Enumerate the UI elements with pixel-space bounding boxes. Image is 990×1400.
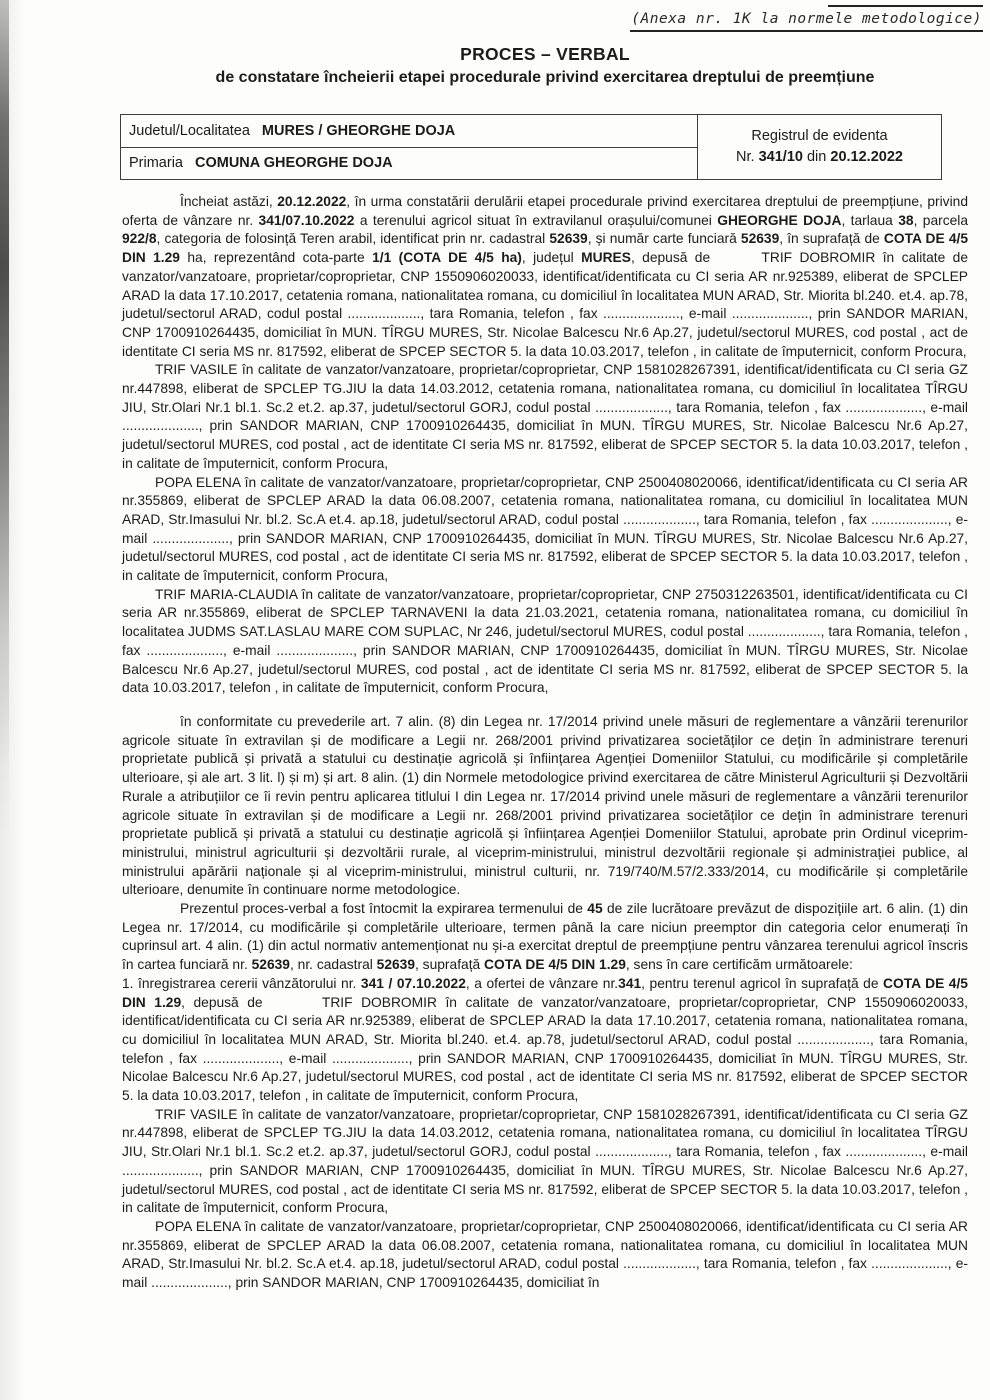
paragraph (122, 586, 968, 698)
bold-text-run: COTA DE 4/5 DIN 1.29 (122, 231, 969, 266)
cityhall-row (121, 148, 697, 180)
paragraph (122, 900, 968, 975)
text-run: , categoria de folosință Teren arabil, identificat prin nr. cadastral (156, 231, 550, 247)
text-run: Prezentul proces-verbal a fost întocmit la expirarea termenului de (180, 901, 588, 917)
bold-text-run: 45 (587, 901, 603, 917)
bold-text-run: 52639 (251, 957, 290, 973)
text-run: , județul (521, 250, 582, 266)
text-run: Încheiat astăzi, (180, 194, 278, 209)
text-run: , tarlaua (841, 212, 899, 228)
header-table (120, 114, 942, 180)
text-run: POPA ELENA în calitate de vanzator/vanzatoare, proprietar/coproprietar, CNP 2500408020066, identificat/identificata cu CI seria AR nr.355869, eliberat de SPCLEP ARAD la data 06.08.2007, cetatenia romana, nationalitatea romana, cu domiciliul în localitatea MUN ARAD, Str.Imasului Nr. bl.2. Sc.A et.4. ap.18, judetul/sectorul ARAD, codul postal ..................., tara Romania, telefon , fax ...................., e-mail ...................., prin SANDOR MARIAN, CNP 1700910264435, domiciliat în MUN. TÎRGU MURES, Str. Nicolae Balcescu Nr.6 Ap.27, judetul/sectorul MURES, cod postal , act de identitate CI seria MS nr. 817592, eliberat de SPCEP SECTOR 5. la data 10.03.2017, telefon , in calitate de împuternicit, conform Procura, (122, 474, 968, 584)
paragraph (122, 474, 968, 586)
text-run: , a ofertei de vânzare nr. (465, 975, 619, 991)
text-run: ha, reprezentând cota-parte (179, 250, 373, 266)
bold-text-run: 341 (618, 975, 642, 991)
cityhall-label: Primaria (129, 155, 183, 172)
paragraph (122, 361, 968, 473)
text-run: TRIF VASILE în calitate de vanzator/vanzatoare, proprietar/coproprietar, CNP 1581028267391, identificat/identificata cu CI seria GZ nr.447898, eliberat de SPCLEP TG.JIU la data 14.03.2012, cetatenia romana, nationalitatea romana, cu domiciliul în localitatea TÎRGU JIU, Str.Olari Nr.1 bl.1. Sc.2 et.2. ap.37, judetul/sectorul GORJ, codul postal ..................., tara Romania, telefon , fax ...................., e-mail ...................., prin SANDOR MARIAN, CNP 1700910264435, domiciliat în MUN. TÎRGU MURES, Str. Nicolae Balcescu Nr.6 Ap.27, judetul/sectorul MURES, cod postal , act de identitate CI seria MS nr. 817592, eliberat de SPCEP SECTOR 5. la data 10.03.2017, telefon , in calitate de împuternicit, conform Procura, (122, 362, 968, 471)
scan-edge-shadow (0, 0, 9, 835)
bold-text-run: 52639 (549, 231, 588, 247)
text-run: , nr. cadastral (289, 957, 377, 973)
document-subtitle: de constatare încheierii etapei procedurale privind exercitarea dreptului de preemțiune (215, 69, 875, 86)
text-run: , în urma constatării derulării etapei procedurale privind exercitarea dreptului de preempțiune, privind oferta de vânzare nr. (122, 194, 968, 228)
bold-text-run: 20.12.2022 (277, 194, 347, 209)
text-run: , depusă de TRIF DOBROMIR în calitate de vanzator/vanzatoare, proprietar/coproprietar, CNP 1550906020033, identificat/identificata cu CI seria AR nr.925389, eliberat de SPCLEP ARAD la data 17.10.2017, cetatenia romana, nationalitatea romana, cu domiciliul în localitatea MUN ARAD, Str. Miorita bl.240. et.4. ap.78, judetul/sectorul ARAD, codul postal ..................., tara Romania, telefon , fax ...................., e-mail ...................., prin SANDOR MARIAN, CNP 1700910264435, domiciliat în MUN. TÎRGU MURES, Str. Nicolae Balcescu Nr.6 Ap.27, judetul/sectorul MURES, cod postal , act de identitate CI seria MS nr. 817592, eliberat de SPCEP SECTOR 5. la data 10.03.2017, telefon , in calitate de împuternicit, conform Procura, (122, 250, 968, 359)
registry-label: Registrul de evidenta (751, 128, 888, 144)
text-run: TRIF MARIA-CLAUDIA în calitate de vanzator/vanzatoare, proprietar/coproprietar, CNP 2750312263501, identificat/identificata cu CI seria AR nr.355869, eliberat de SPCLEP TARNAVENI la data 21.03.2021, cetatenia romana, nationalitatea romana, cu domiciliul în localitatea JUDMS SAT.LASLAU MARE COM SUPLAC, Nr 246, judetul/sectorul MURES, codul postal ..................., tara Romania, telefon , fax ...................., e-mail ...................., prin SANDOR MARIAN, CNP 1700910264435, domiciliat în MUN. TÎRGU MURES, Str. Nicolae Balcescu Nr.6 Ap.27, judetul/sectorul MURES, cod postal , act de identitate CI seria MS nr. 817592, eliberat de SPCEP SECTOR 5. la data 10.03.2017, telefon , in calitate de împuternicit, conform Procura, (122, 586, 968, 696)
bold-text-run: 52639 (376, 957, 416, 973)
text-run: , și număr carte funciară (587, 231, 741, 247)
bold-text-run: 1/1 (COTA DE 4/5 ha) (372, 250, 522, 266)
text-run: , pentru terenul agricol în suprafață de (641, 975, 884, 991)
header-table-left (121, 115, 698, 179)
annex-annotation: (Anexa nr. 1K la normele metodologice) (630, 11, 983, 32)
body-paragraphs (122, 193, 968, 1293)
bold-text-run: 341 / 07.10.2022 (360, 975, 466, 991)
document-title: PROCES – VERBAL (460, 44, 630, 64)
bold-text-run: 922/8 (122, 231, 157, 247)
bold-text-run: 341/10 (758, 149, 803, 165)
text-run: de zile lucrătoare prevăzut de dispozițiile art. 6 alin. (1) din Legea nr. 17/2014, cu modificările și completările ulterioare, termen până la care niciun preemptor din categoria celor enumerați în cuprinsul art. 4 alin. (1) din actul normativ antemenționat nu și-a exercitat dreptul de preempțiune pentru vânzarea terenului agricol înscris în cartea funciară nr. (122, 901, 968, 973)
text-run: în conformitate cu prevederile art. 7 alin. (8) din Legea nr. 17/2014 privind unele măsuri de reglementare a vânzării terenurilor agricole situate în extravilan și de modificare a Legii nr. 268/2001 privind privatizarea societăților ce dețin în administrare terenuri proprietate publică și privată a statului cu destinație agricolă și înființarea Agenției Domeniilor Statului, cu modificările și completările ulterioare, și ale art. 3 lit. l) și m) și art. 8 alin. (1) din Normele metodologice privind exercitarea de către Ministerul Agriculturii și Dezvoltării Rurale a atribuțiilor ce îi revin pentru aplicarea titlului I din Legea nr. 17/2014 privind unele măsuri de reglementare a vânzării terenurilor agricole situate în extravilan și de modificare a Legii nr. 268/2001 privind privatizarea societăților ce dețin în administrare terenuri proprietate publică și privată a statului cu destinație agricolă și înființarea Agenției Domeniilor Statului, aprobate prin Ordinul viceprim-ministrului, ministrul agriculturii și dezvoltării rurale, al viceprim-ministrului, ministrul dezvoltării regionale și administrației publice, al ministrului apărării naționale și al viceprim-ministrului, ministrul culturii, nr. 719/740/M.57/2.333/2014, cu modificările și completările ulterioare, denumite în continuare norme metodologice. (122, 713, 968, 898)
text-run: , parcela (913, 212, 969, 228)
bold-text-run: 52639 (740, 231, 780, 247)
bold-text-run: COTA DE 4/5 DIN 1.29 (122, 975, 968, 1010)
county-row (121, 115, 697, 148)
registry-cell (698, 115, 941, 179)
bold-text-run: 20.12.2022 (830, 149, 903, 165)
bold-text-run: 38 (898, 212, 914, 228)
text-run: , sens în care certificăm următoarele: (625, 957, 853, 973)
bold-text-run: GHEORGHE DOJA (717, 212, 842, 228)
paragraph (122, 975, 968, 1106)
county-label: Judetul/Localitatea (129, 122, 250, 139)
bold-text-run: MURES (581, 250, 631, 266)
text-run: , suprafață (415, 957, 485, 973)
text-run: TRIF VASILE în calitate de vanzator/vanzatoare, proprietar/coproprietar, CNP 1581028267391, identificat/identificata cu CI seria GZ nr.447898, eliberat de SPCLEP TG.JIU la data 14.03.2012, cetatenia romana, nationalitatea romana, cu domiciliul în localitatea TÎRGU JIU, Str.Olari Nr.1 bl.1. Sc.2 et.2. ap.37, judetul/sectorul GORJ, codul postal ..................., tara Romania, telefon , fax ...................., e-mail ...................., prin SANDOR MARIAN, CNP 1700910264435, domiciliat în MUN. TÎRGU MURES, Str. Nicolae Balcescu Nr.6 Ap.27, judetul/sectorul MURES, cod postal , act de identitate CI seria MS nr. 817592, eliberat de SPCEP SECTOR 5. la data 10.03.2017, telefon , in calitate de împuternicit, conform Procura, (122, 1106, 968, 1216)
bold-text-run: COTA DE 4/5 DIN 1.29 (484, 957, 626, 973)
text-run: POPA ELENA în calitate de vanzator/vanzatoare, proprietar/coproprietar, CNP 2500408020066, identificat/identificata cu CI seria AR nr.355869, eliberat de SPCLEP ARAD la data 06.08.2007, cetatenia romana, nationalitatea romana, cu domiciliul în localitatea MUN ARAD, Str.Imasului Nr. bl.2. Sc.A et.4. ap.18, judetul/sectorul ARAD, codul postal ..................., tara Romania, telefon , fax ...................., e-mail ...................., prin SANDOR MARIAN, CNP 1700910264435, domiciliat în (122, 1218, 968, 1291)
text-run: , în suprafață de (779, 231, 884, 247)
text-run: din (802, 149, 831, 165)
paragraph (122, 193, 968, 361)
bold-text-run: 341/07.10.2022 (258, 212, 355, 228)
text-run: a terenului agricol situat în extravilanul orașului/comunei (354, 212, 718, 228)
text-run: , depusă de TRIF DOBROMIR în calitate de vanzator/vanzatoare, proprietar/coproprietar, CNP 1550906020033, identificat/identificata cu CI seria AR nr.925389, eliberat de SPCLEP ARAD la data 17.10.2017, cetatenia romana, nationalitatea romana, cu domiciliul în localitatea MUN ARAD, Str. Miorita bl.240. et.4. ap.78, judetul/sectorul ARAD, codul postal ..................., tara Romania, telefon , fax ...................., e-mail ...................., prin SANDOR MARIAN, CNP 1700910264435, domiciliat în MUN. TÎRGU MURES, Str. Nicolae Balcescu Nr.6 Ap.27, judetul/sectorul MURES, cod postal , act de identitate CI seria MS nr. 817592, eliberat de SPCEP SECTOR 5. la data 10.03.2017, telefon , in calitate de împuternicit, conform Procura, (122, 994, 968, 1104)
paragraph (122, 1106, 968, 1218)
county-value: MURES / GHEORGHE DOJA (261, 122, 456, 139)
document-heading (122, 44, 968, 87)
text-run: 1. înregistrarea cererii vânzătorului nr. (122, 975, 361, 991)
paragraph (122, 713, 968, 900)
annotation-overline-rule (828, 5, 983, 7)
cityhall-value: COMUNA GHEORGHE DOJA (194, 155, 393, 172)
paragraph (122, 1218, 968, 1293)
registry-number (736, 147, 903, 168)
text-run: Nr. (736, 149, 759, 165)
